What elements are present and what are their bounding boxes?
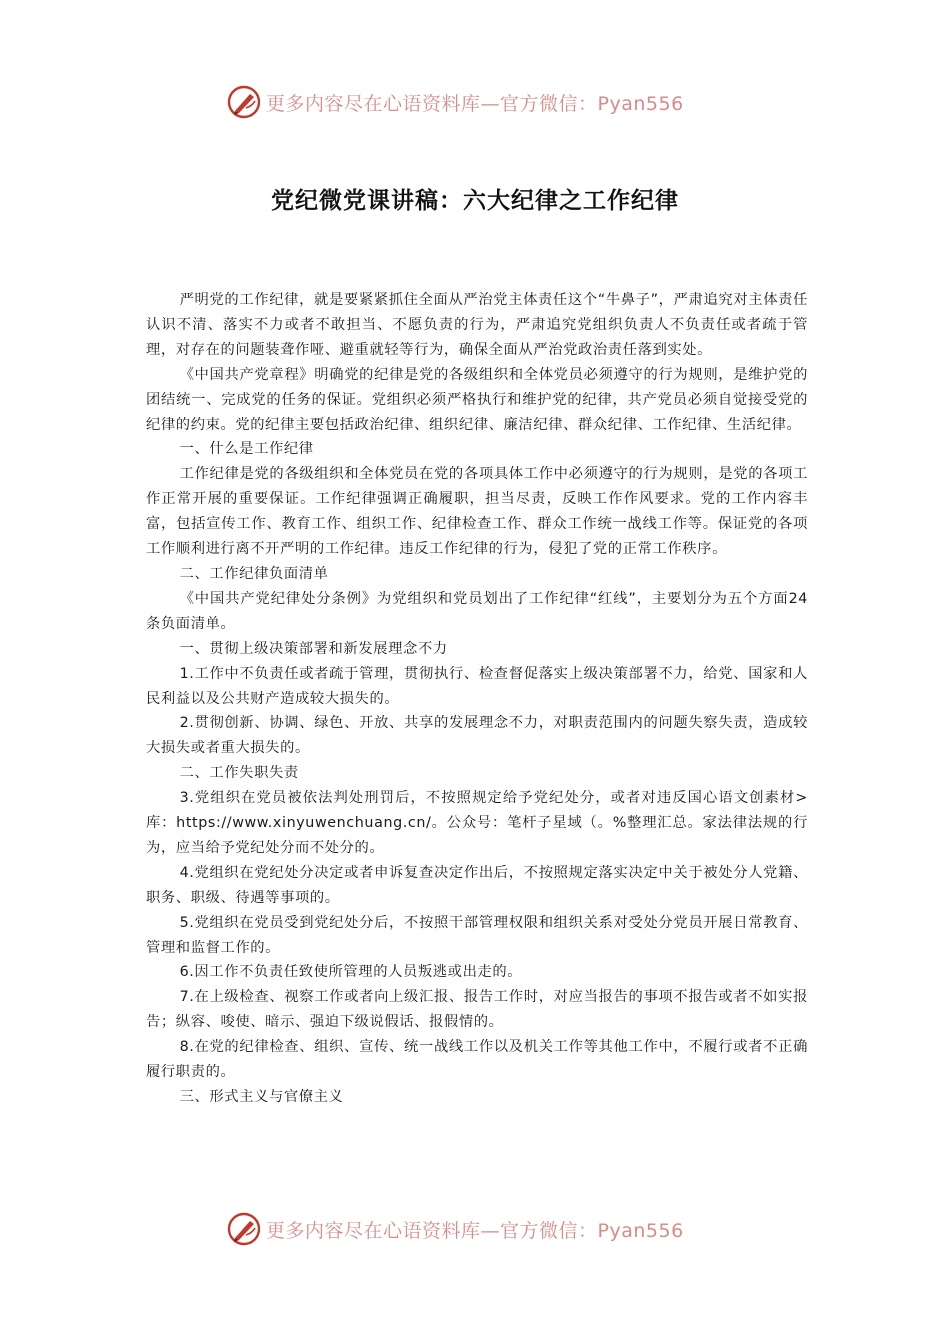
section-heading: 二、工作失职失责 (179, 765, 299, 782)
section-heading: 一、什么是工作纪律 (179, 441, 314, 458)
list-item: 1.工作中不负责任或者疏于管理，贯彻执行、检查督促落实上级决策部署不力，给党、国家和人民利益以及公共财产造成较大损失的。 (146, 665, 808, 707)
footer-banner (226, 1211, 746, 1247)
section-heading: 三、形式主义与官僚主义 (179, 1089, 344, 1105)
banner-handle: Pyan556 (597, 92, 684, 115)
pen-logo-icon (226, 1211, 262, 1247)
list-item: 8.在党的纪律检查、组织、宣传、统一战线工作以及机关工作等其他工作中，不履行或者不正确履行职责的。 (146, 1039, 808, 1081)
list-item: 5.党组织在党员受到党纪处分后，不按照干部管理权限和组织关系对受处分党员开展日常教育、管理和监督工作的。 (146, 914, 808, 956)
document-title: 党纪微党课讲稿：六大纪律之工作纪律 (271, 187, 679, 214)
paragraph: 《中国共产党章程》明确党的纪律是党的各级组织和全体党员必须遵守的行为规则，是维护党的团结统一、完成党的任务的保证。党组织必须严格执行和维护党的纪律，共产党员必须自觉接受党的纪律的约束。党的纪律主要包括政治纪律、组织纪律、廉洁纪律、群众纪律、工作纪律、生活纪律。 (146, 366, 808, 433)
section-heading: 一、贯彻上级决策部署和新发展理念不力 (179, 640, 448, 657)
header-banner (226, 84, 746, 120)
paragraph: 工作纪律是党的各级组织和全体党员在党的各项具体工作中必须遵守的行为规则，是党的各项工作正常开展的重要保证。工作纪律强调正确履职，担当尽责，反映工作作风要求。党的工作内容丰富，包括宣传工作、教育工作、组织工作、纪律检查工作、群众工作统一战线工作等。保证党的各项工作顺利进行离不开严明的工作纪律。违反工作纪律的行为，侵犯了党的正常工作秩序。 (146, 466, 808, 558)
paragraph: 《中国共产党纪律处分条例》为党组织和党员划出了工作纪律“红线”，主要划分为五个方面24条负面清单。 (146, 590, 808, 632)
section-heading: 二、工作纪律负面清单 (179, 565, 329, 582)
banner-text: 更多内容尽在心语资料库—官方微信：Pyan556 (266, 92, 684, 115)
banner-text: 更多内容尽在心语资料库—官方微信：Pyan556 (266, 1219, 684, 1242)
pen-logo-icon (226, 84, 262, 120)
list-item: 6.因工作不负责任致使所管理的人员叛逃或出走的。 (179, 964, 523, 981)
banner-handle: Pyan556 (597, 1219, 684, 1242)
list-item: 4.党组织在党纪处分决定或者申诉复查决定作出后，不按照规定落实决定中关于被处分人党籍、职务、职级、待遇等事项的。 (146, 864, 808, 906)
list-item: 3.党组织在党员被依法判处刑罚后，不按照规定给予党纪处分，或者对违反国心语文创素材>库：https://www.xinyuwenchuang.cn/。公众号：笔杆子星域（。%整理汇总。家法律法规的行为，应当给予党纪处分而不处分的。 (146, 790, 808, 856)
document-body (146, 288, 808, 1110)
list-item: 2.贯彻创新、协调、绿色、开放、共享的发展理念不力，对职责范围内的问题失察失责，造成较大损失或者重大损失的。 (146, 715, 808, 757)
list-item: 7.在上级检查、视察工作或者向上级汇报、报告工作时，对应当报告的事项不报告或者不如实报告；纵容、唆使、暗示、强迫下级说假话、报假情的。 (146, 989, 808, 1031)
paragraph: 严明党的工作纪律，就是要紧紧抓住全面从严治党主体责任这个“牛鼻子”，严肃追究对主体责任认识不清、落实不力或者不敢担当、不愿负责的行为，严肃追究党组织负责人不负责任或者疏于管理，对存在的问题装聋作哑、避重就轻等行为，确保全面从严治党政治责任落到实处。 (146, 292, 808, 358)
